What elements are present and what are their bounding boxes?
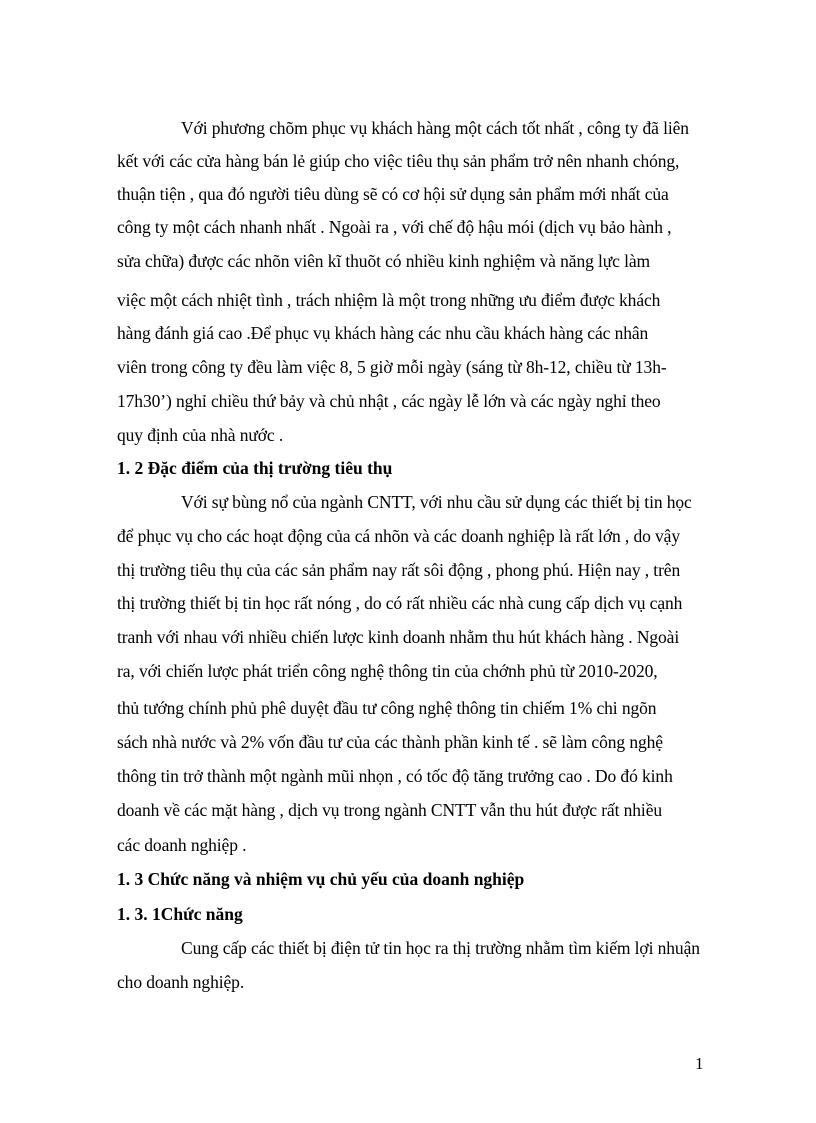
body-text-line: các doanh nghiệp . — [117, 835, 247, 855]
section-heading: 1. 2 Đặc điểm của thị trường tiêu thụ — [117, 458, 393, 478]
body-text-line: Với sự bùng nổ của ngành CNTT, với nhu cầu sử dụng các thiết bị tin học — [181, 492, 692, 512]
page-number: 1 — [695, 1054, 704, 1073]
body-text-line: cho doanh nghiệp. — [117, 972, 245, 992]
body-text-line: việc một cách nhiệt tình , trách nhiệm là một trong những ưu điểm được khách — [117, 290, 661, 310]
body-text-line: hàng đánh giá cao .Để phục vụ khách hàng các nhu cầu khách hàng các nhân — [117, 323, 649, 343]
body-text-line: công ty một cách nhanh nhất . Ngoài ra , với chế độ hậu mói (dịch vụ bảo hành , — [117, 217, 672, 237]
body-text-line: để phục vụ cho các hoạt động của cá nhõn và các doanh nghiệp là rất lớn , do vậy — [117, 526, 680, 546]
body-text-line: 17h30’) nghỉ chiều thứ bảy và chủ nhật , các ngày lễ lớn và các ngày nghỉ theo — [117, 391, 661, 411]
section-heading: 1. 3 Chức năng và nhiệm vụ chủ yếu của doanh nghiệp — [117, 869, 525, 889]
body-text-line: doanh về các mặt hàng , dịch vụ trong ngành CNTT vẫn thu hút được rất nhiều — [117, 800, 663, 820]
body-text-line: kết với các cửa hàng bán lẻ giúp cho việc tiêu thụ sản phẩm trở nên nhanh chóng, — [117, 151, 680, 171]
body-text-line: ra, với chiến lược phát triển công nghệ thông tin của chớnh phủ từ 2010-2020, — [117, 661, 658, 681]
body-text-line: quy định của nhà nước . — [117, 425, 284, 445]
body-text-line: thuận tiện , qua đó người tiêu dùng sẽ có cơ hội sử dụng sản phẩm mới nhất của — [117, 184, 669, 204]
body-text-line: thị trường tiêu thụ của các sản phẩm nay rất sôi động , phong phú. Hiện nay , trên — [117, 560, 681, 580]
body-text-line: thông tin trở thành một ngành mũi nhọn , có tốc độ tăng trưởng cao . Do đó kinh — [117, 766, 673, 786]
body-text-line: sách nhà nước và 2% vốn đầu tư của các thành phần kinh tế . sẽ làm công nghệ — [117, 732, 663, 752]
body-text-line: viên trong công ty đều làm việc 8, 5 giờ mỗi ngày (sáng từ 8h-12, chiều từ 13h- — [117, 357, 667, 377]
body-text-line: thị trường thiết bị tin học rất nóng , do có rất nhiều các nhà cung cấp dịch vụ cạnh — [117, 593, 683, 613]
body-text-line: thủ tướng chính phủ phê duyệt đầu tư công nghệ thông tin chiếm 1% chi ngõn — [117, 698, 657, 718]
body-text-line: Cung cấp các thiết bị điện tử tin học ra thị trường nhằm tìm kiếm lợi nhuận — [181, 938, 700, 958]
body-text-line: sửa chữa) được các nhõn viên kĩ thuõt có nhiều kinh nghiệm và năng lực làm — [117, 251, 651, 271]
subsection-heading: 1. 3. 1Chức năng — [117, 904, 243, 924]
body-text-line: Với phương chõm phục vụ khách hàng một cách tốt nhất , công ty đã liên — [181, 118, 689, 138]
body-text-line: tranh với nhau với nhiều chiến lược kinh doanh nhằm thu hút khách hàng . Ngoài — [117, 627, 680, 647]
